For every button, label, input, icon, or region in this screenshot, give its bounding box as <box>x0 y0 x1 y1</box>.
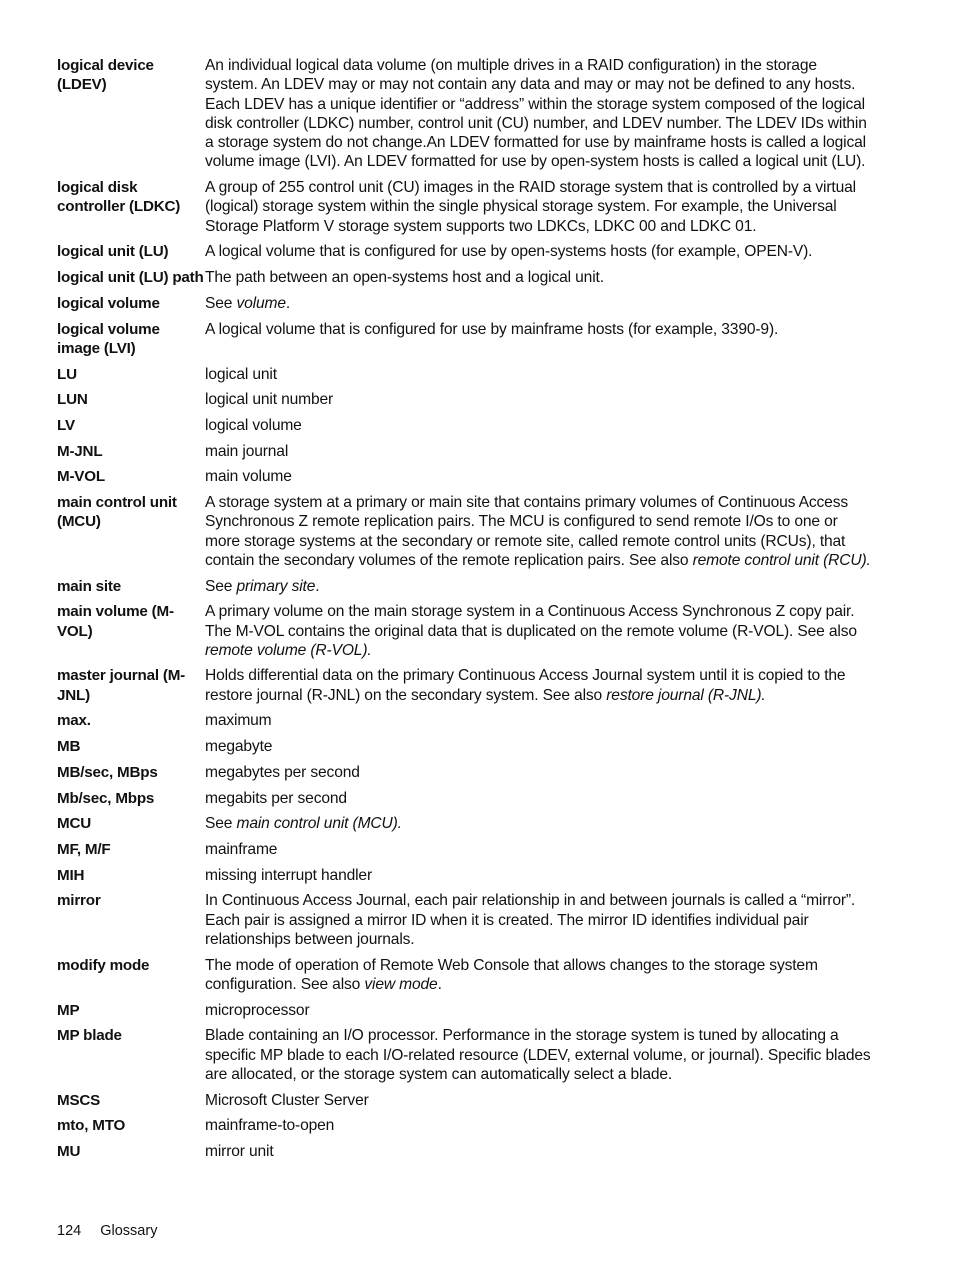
glossary-term: MP <box>57 1001 80 1019</box>
glossary-definition <box>205 711 872 730</box>
glossary-definition <box>205 763 872 782</box>
glossary-entry <box>57 320 872 359</box>
footer-section-title: Glossary <box>100 1223 158 1239</box>
glossary-term: master journal (M-JNL) <box>57 667 186 704</box>
glossary-entry <box>57 789 872 808</box>
definition-text: A logical volume that is configured for use by open-systems hosts (for example, OPEN-V). <box>205 243 813 261</box>
definition-text: An individual logical data volume (on multiple drives in a RAID configuration) in the storage system. An LDEV may or may not contain any data and may or may not be defined to any hosts. Each LDEV has a unique identifier or “address” within the storage system composed of the logical disk controller (LDKC) number, control unit (CU) number, and LDEV number. The LDEV IDs within a storage system do not change.An LDEV formatted for use by mainframe hosts is called a logical volume image (LVI). An LDEV formatted for use by open-system hosts is called a logical unit (LU). <box>205 57 867 171</box>
definition-text: logical unit <box>205 365 277 383</box>
cross-reference: remote volume (R-VOL). <box>205 641 372 659</box>
glossary-definition <box>205 1001 872 1020</box>
glossary-definition <box>205 294 872 313</box>
glossary-term: MF, M/F <box>57 840 111 858</box>
glossary-definition <box>205 178 872 236</box>
definition-text: megabyte <box>205 738 273 756</box>
definition-text: missing interrupt handler <box>205 866 372 884</box>
definition-text: mainframe <box>205 840 278 858</box>
glossary-entry <box>57 891 872 949</box>
glossary-entry <box>57 178 872 236</box>
glossary-term: Mb/sec, Mbps <box>57 789 155 807</box>
glossary-entry <box>57 1091 872 1110</box>
definition-text: maximum <box>205 712 272 730</box>
glossary-entry <box>57 666 872 705</box>
glossary-term: MB <box>57 738 81 756</box>
glossary-entry <box>57 577 872 596</box>
glossary-term: main site <box>57 577 122 595</box>
glossary-definition <box>205 365 872 384</box>
definition-text: logical unit number <box>205 391 334 409</box>
glossary-definition <box>205 416 872 435</box>
glossary-term: main volume (M-VOL) <box>57 603 174 640</box>
glossary-definition <box>205 442 872 461</box>
definition-text: Microsoft Cluster Server <box>205 1091 369 1109</box>
glossary-definition <box>205 866 872 885</box>
definition-text: A logical volume that is configured for use by mainframe hosts (for example, 3390-9). <box>205 320 779 338</box>
glossary-definition <box>205 789 872 808</box>
glossary-term: main control unit (MCU) <box>57 493 177 531</box>
glossary-entry <box>57 1026 872 1084</box>
glossary-entry <box>57 442 872 461</box>
glossary-entry <box>57 467 872 486</box>
cross-reference: primary site <box>236 577 316 595</box>
definition-text: The mode of operation of Remote Web Console that allows changes to the storage system configuration. See also <box>205 956 818 993</box>
cross-reference: remote control unit (RCU). <box>692 551 871 569</box>
glossary-definition <box>205 1116 872 1135</box>
glossary-definition <box>205 493 872 570</box>
definition-text: See <box>205 815 237 833</box>
definition-text: main volume <box>205 468 292 486</box>
page-footer <box>57 1222 157 1241</box>
glossary-definition <box>205 814 872 833</box>
glossary-term: logical device (LDEV) <box>57 57 154 94</box>
glossary-definition <box>205 1026 872 1084</box>
glossary-term: MCU <box>57 815 91 833</box>
glossary-entry <box>57 365 872 384</box>
definition-tail: . <box>285 294 291 312</box>
cross-reference: view mode <box>364 975 438 993</box>
glossary-term: max. <box>57 712 91 730</box>
glossary-entry <box>57 602 872 660</box>
glossary-term: M-JNL <box>57 442 103 460</box>
glossary-definition <box>205 737 872 756</box>
glossary-entry <box>57 242 872 261</box>
definition-text: The path between an open-systems host and a logical unit. <box>205 269 604 287</box>
glossary-entry <box>57 268 872 287</box>
glossary-entry <box>57 840 872 859</box>
glossary-definition <box>205 56 872 172</box>
definition-text: A group of 255 control unit (CU) images in the RAID storage system that is controlled by a virtual (logical) storage system within the single physical storage system. For example, the Universal Storage Platform V storage system supports two LDKCs, LDKC 00 and LDKC 01. <box>205 179 856 235</box>
glossary-term: logical unit (LU) <box>57 243 169 261</box>
glossary-entry <box>57 493 872 570</box>
definition-text: A storage system at a primary or main site that contains primary volumes of Continuous Access Synchronous Z remote replication pairs. The MCU is configured to send remote I/Os to one or more storage systems at the secondary or remote site, called remote control units (RCUs), that contain the secondary volumes of the remote replication pairs. See also <box>205 493 848 569</box>
cross-reference: volume <box>236 294 286 312</box>
page-number: 124 <box>57 1223 82 1239</box>
glossary-term: logical volume image (LVI) <box>57 320 160 357</box>
definition-text: megabits per second <box>205 789 347 807</box>
glossary-definition <box>205 1142 872 1161</box>
definition-tail: . <box>315 577 320 595</box>
glossary-definition <box>205 320 872 359</box>
glossary-entry <box>57 1142 872 1161</box>
definition-text: logical volume <box>205 416 302 434</box>
glossary-entry <box>57 956 872 995</box>
definition-text: megabytes per second <box>205 763 360 781</box>
glossary-definition <box>205 577 872 596</box>
definition-tail: . <box>437 975 442 993</box>
glossary-entry <box>57 737 872 756</box>
definition-text: main journal <box>205 442 289 460</box>
glossary-definition <box>205 891 872 949</box>
cross-reference: restore journal (R-JNL). <box>606 686 766 704</box>
glossary-term: MB/sec, MBps <box>57 763 158 781</box>
glossary-definition <box>205 390 872 409</box>
glossary-term: logical disk controller (LDKC) <box>57 179 181 216</box>
glossary-term: LU <box>57 365 77 383</box>
glossary-entry <box>57 711 872 730</box>
glossary-entry <box>57 814 872 833</box>
glossary-term: MP blade <box>57 1027 122 1045</box>
glossary-term: LUN <box>57 391 88 409</box>
definition-text: In Continuous Access Journal, each pair relationship in and between journals is called a “mirror”. Each pair is assigned a mirror ID when it is created. The mirror ID identifies individual pair relationships between journals. <box>205 892 856 948</box>
glossary-definition <box>205 666 872 705</box>
glossary-entry <box>57 390 872 409</box>
glossary-entry <box>57 1116 872 1135</box>
cross-reference: main control unit (MCU). <box>236 815 402 833</box>
definition-text: See <box>205 577 237 595</box>
definition-text: A primary volume on the main storage system in a Continuous Access Synchronous Z copy pair. The M-VOL contains the original data that is duplicated on the remote volume (R-VOL). See also <box>205 603 857 640</box>
glossary-definition <box>205 840 872 859</box>
glossary-term: mto, MTO <box>57 1117 126 1135</box>
glossary-entry <box>57 1001 872 1020</box>
glossary-term: MU <box>57 1142 81 1160</box>
glossary-entry <box>57 56 872 172</box>
glossary-term: MSCS <box>57 1091 101 1109</box>
glossary-definition <box>205 956 872 995</box>
glossary-entry <box>57 763 872 782</box>
glossary-definition <box>205 268 872 287</box>
definition-text: mirror unit <box>205 1142 274 1160</box>
glossary-term: LV <box>57 416 75 434</box>
definition-text: microprocessor <box>205 1001 310 1019</box>
definition-text: mainframe-to-open <box>205 1117 335 1135</box>
definition-text: See <box>205 294 237 312</box>
glossary-definition <box>205 602 872 660</box>
glossary-definition <box>205 1091 872 1110</box>
glossary-definition <box>205 242 872 261</box>
definition-text: Blade containing an I/O processor. Performance in the storage system is tuned by allocating a specific MP blade to each I/O-related resource (LDEV, external volume, or journal). Specific blades are allocated, or the storage system can automatically select a blade. <box>205 1027 871 1083</box>
glossary-term: logical unit (LU) path <box>57 269 204 287</box>
glossary-entry <box>57 294 872 313</box>
glossary-term: MIH <box>57 866 85 884</box>
glossary-entry <box>57 866 872 885</box>
glossary-definition <box>205 467 872 486</box>
glossary-list <box>57 56 872 1168</box>
glossary-entry <box>57 416 872 435</box>
glossary-term: mirror <box>57 892 101 910</box>
glossary-term: logical volume <box>57 294 160 312</box>
glossary-term: modify mode <box>57 956 150 974</box>
glossary-term: M-VOL <box>57 468 105 486</box>
definition-text: Holds differential data on the primary Continuous Access Journal system until it is copied to the restore journal (R-JNL) on the secondary system. See also <box>205 667 846 704</box>
